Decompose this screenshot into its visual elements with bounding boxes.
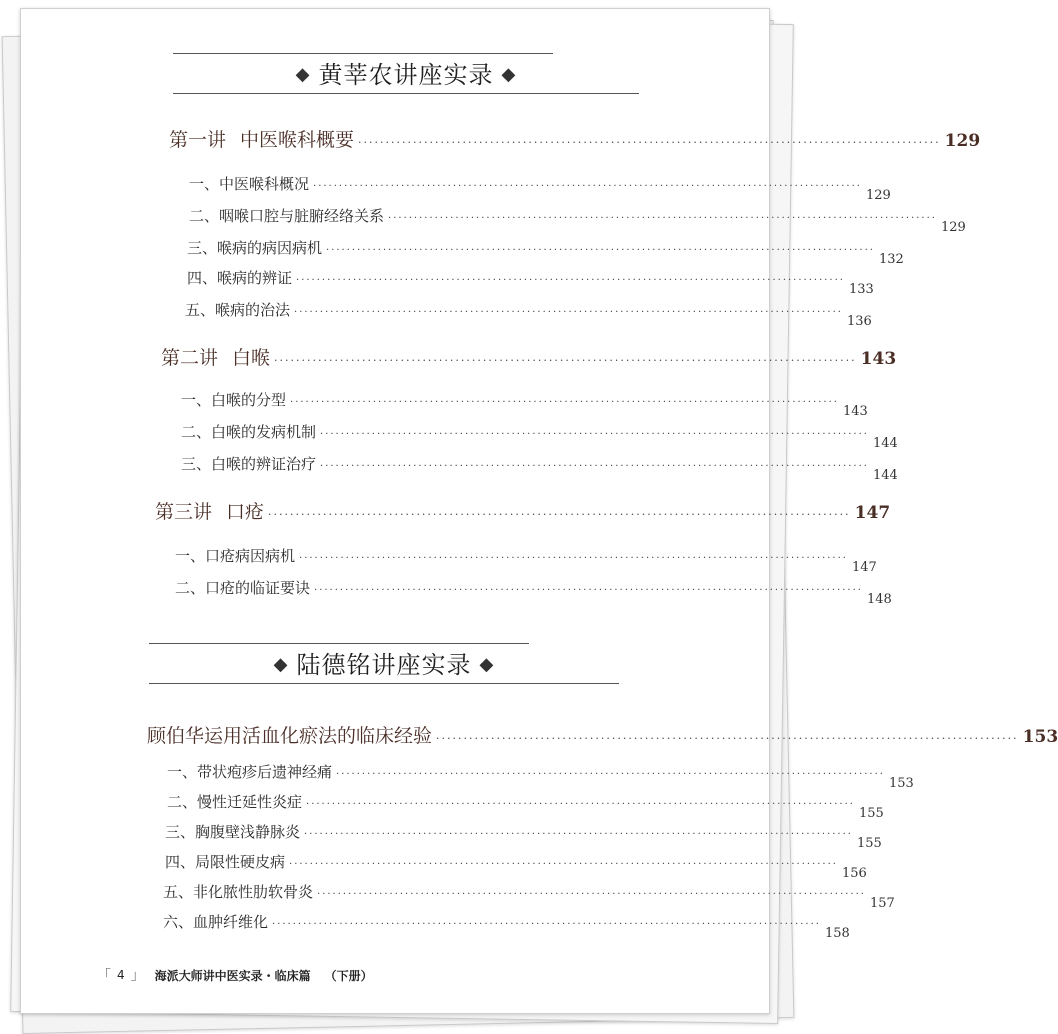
item-label: 一、带状疱疹后遗神经痛 <box>167 763 333 781</box>
item-page: 129 <box>865 188 891 203</box>
toc-item[interactable] <box>189 205 966 235</box>
leader-dots: ·········································································································· <box>314 585 863 596</box>
item-label: 二、口疮的临证要诀 <box>175 579 311 597</box>
item-page: 133 <box>848 282 874 297</box>
item-label: 六、血肿纤维化 <box>163 913 269 931</box>
toc-item[interactable] <box>181 421 898 451</box>
toc-item[interactable] <box>167 791 884 821</box>
leader-dots: ·········································································································· <box>290 397 839 408</box>
item-label: 二、慢性迁延性炎症 <box>167 793 303 811</box>
item-label: 三、胸腹壁浅静脉炎 <box>165 823 301 841</box>
toc-item[interactable] <box>181 453 898 483</box>
item-label: 二、咽喉口腔与脏腑经络关系 <box>189 207 385 225</box>
footer-bracket-close: 」 <box>130 968 145 984</box>
toc-item[interactable] <box>181 389 868 419</box>
leader-dots: ·········································································································· <box>320 429 869 440</box>
item-page: 144 <box>872 436 898 451</box>
toc-chapter[interactable] <box>169 125 981 152</box>
leader-dots: ·········································································································· <box>299 553 848 564</box>
toc-item[interactable] <box>167 761 914 791</box>
footer-page-number: 4 <box>117 968 125 982</box>
item-page: 132 <box>878 252 904 267</box>
item-page: 153 <box>888 776 914 791</box>
leader-dots: ·········································································································· <box>294 307 843 318</box>
toc-item[interactable] <box>163 911 850 941</box>
item-page: 155 <box>858 806 884 821</box>
item-page: 156 <box>841 866 867 881</box>
item-page: 136 <box>846 314 872 329</box>
item-label: 一、白喉的分型 <box>181 391 287 409</box>
toc-item[interactable] <box>163 881 895 911</box>
leader-dots: ·········································································································· <box>306 799 855 810</box>
section-header <box>173 43 639 105</box>
item-page: 143 <box>842 404 868 419</box>
chapter-number: 第一讲 <box>169 129 227 151</box>
item-label: 一、口疮病因病机 <box>175 547 296 565</box>
item-label: 四、局限性硬皮病 <box>165 853 286 871</box>
section-title-row <box>173 55 639 90</box>
diamond-icon: ◆ <box>501 64 517 85</box>
leader-dots: ·········································································································· <box>304 829 853 840</box>
section-title: 黄莘农讲座实录 <box>318 61 494 89</box>
item-page: 147 <box>851 560 877 575</box>
toc-item[interactable] <box>189 173 891 203</box>
leader-dots: ·········································································································· <box>289 859 838 870</box>
leader-dots: ·········································································································· <box>336 769 885 780</box>
toc-item[interactable] <box>185 299 872 329</box>
leader-dots: ·········································································································· <box>326 245 875 256</box>
item-label: 五、喉病的治法 <box>185 301 291 319</box>
header-rule-bottom <box>173 93 639 94</box>
item-page: 148 <box>866 592 892 607</box>
toc-item[interactable] <box>187 267 874 297</box>
leader-dots: ·········································································································· <box>317 889 866 900</box>
toc-chapter[interactable] <box>161 343 897 370</box>
item-label: 三、白喉的辨证治疗 <box>181 455 317 473</box>
item-page: 129 <box>940 220 966 235</box>
item-page: 144 <box>872 468 898 483</box>
toc-item[interactable] <box>175 577 892 607</box>
toc-chapter[interactable] <box>155 497 891 524</box>
chapter-title: 口疮 <box>226 501 265 523</box>
diamond-icon: ◆ <box>273 654 289 675</box>
section-title-row <box>149 645 619 680</box>
footer-volume: （下册） <box>324 968 373 983</box>
page-footer <box>97 965 373 985</box>
item-page: 155 <box>856 836 882 851</box>
section-header <box>149 633 619 695</box>
toc-item[interactable] <box>165 821 882 851</box>
item-page: 157 <box>869 896 895 911</box>
diamond-icon: ◆ <box>295 64 311 85</box>
leader-dots: ·········································································································· <box>358 136 941 149</box>
leader-dots: ·········································································································· <box>436 732 1019 745</box>
toc-item[interactable] <box>165 851 867 881</box>
chapter-page: 147 <box>854 503 891 523</box>
toc-page <box>20 8 1058 1014</box>
leader-dots: ·········································································································· <box>268 508 851 521</box>
header-rule-bottom <box>149 683 619 684</box>
toc-item[interactable] <box>175 545 877 575</box>
diamond-icon: ◆ <box>479 654 495 675</box>
chapter-page: 153 <box>1022 727 1058 747</box>
item-label: 五、非化脓性肋软骨炎 <box>163 883 314 901</box>
leader-dots: ·········································································································· <box>296 275 845 286</box>
leader-dots: ·········································································································· <box>272 919 821 930</box>
item-label: 一、中医喉科概况 <box>189 175 310 193</box>
header-rule-top <box>149 643 529 644</box>
leader-dots: ·········································································································· <box>274 354 857 367</box>
footer-bracket-open: 「 <box>97 968 111 984</box>
footer-book-title: 海派大师讲中医实录・临床篇 <box>154 968 311 983</box>
item-label: 二、白喉的发病机制 <box>181 423 317 441</box>
chapter-page: 129 <box>944 131 981 151</box>
chapter-title: 顾伯华运用活血化瘀法的临床经验 <box>147 725 433 747</box>
header-rule-top <box>173 53 553 54</box>
toc-chapter[interactable] <box>147 721 1058 748</box>
chapter-title: 白喉 <box>232 347 271 369</box>
item-page: 158 <box>824 926 850 941</box>
item-label: 四、喉病的辨证 <box>187 269 293 287</box>
chapter-title: 中医喉科概要 <box>240 129 355 151</box>
toc-item[interactable] <box>187 237 904 267</box>
section-title: 陆德铭讲座实录 <box>296 651 472 679</box>
chapter-page: 143 <box>860 349 897 369</box>
chapter-number: 第三讲 <box>155 501 213 523</box>
chapter-number: 第二讲 <box>161 347 219 369</box>
leader-dots: ·········································································································· <box>320 461 869 472</box>
item-label: 三、喉病的病因病机 <box>187 239 323 257</box>
leader-dots: ·········································································································· <box>388 213 937 224</box>
leader-dots: ·········································································································· <box>313 181 862 192</box>
